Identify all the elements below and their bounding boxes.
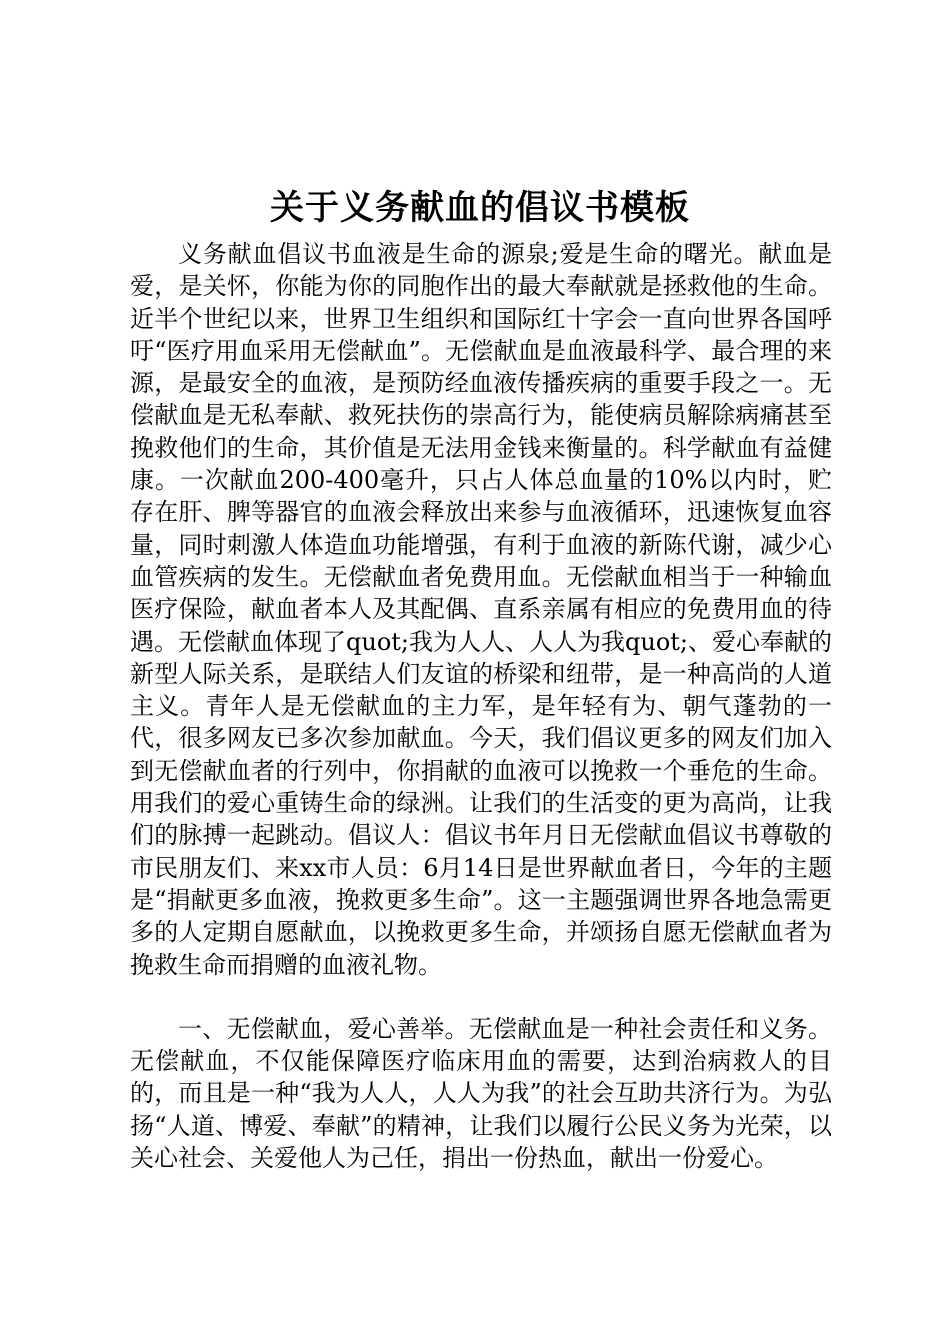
paragraph-2: 一、无偿献血，爱心善举。无偿献血是一种社会责任和义务。无偿献血，不仅能保障医疗临床用血的需要，达到治病救人的目的，而且是一种“我为人人，人人为我”的社会互助共济行为。为弘扬“人道、博爱、奉献”的精神，让我们以履行公民义务为光荣，以关心社会、关爱他人为己任，捐出一份热血，献出一份爱心。 bbox=[130, 1014, 832, 1173]
document-body bbox=[130, 238, 832, 1174]
paragraph-1: 义务献血倡议书血液是生命的源泉;爱是生命的曙光。献血是爱，是关怀，你能为你的同胞作出的最大奉献就是拯救他的生命。近半个世纪以来，世界卫生组织和国际红十字会一直向世界各国呼吁“医疗用血采用无偿献血”。无偿献血是血液最科学、最合理的来源，是最安全的血液，是预防经血液传播疾病的重要手段之一。无偿献血是无私奉献、救死扶伤的崇高行为，能使病员解除病痛甚至挽救他们的生命，其价值是无法用金钱来衡量的。科学献血有益健康。一次献血200-400毫升，只占人体总血量的10%以内时，贮存在肝、脾等器官的血液会释放出来参与血液循环，迅速恢复血容量，同时刺激人体造血功能增强，有利于血液的新陈代谢，减少心血管疾病的发生。无偿献血者免费用血。无偿献血相当于一种输血医疗保险，献血者本人及其配偶、直系亲属有相应的免费用血的待遇。无偿献血体现了quot;我为人人、人人为我quot;、爱心奉献的新型人际关系，是联结人们友谊的桥梁和纽带，是一种高尚的人道主义。青年人是无偿献血的主力军，是年轻有为、朝气蓬勃的一代，很多网友已多次参加献血。今天，我们倡议更多的网友们加入到无偿献血者的行列中，你捐献的血液可以挽救一个垂危的生命。用我们的爱心重铸生命的绿洲。让我们的生活变的更为高尚，让我们的脉搏一起跳动。倡议人：倡议书年月日无偿献血倡议书尊敬的市民朋友们、来xx市人员：6月14日是世界献血者日，今年的主题是“捐献更多血液，挽救更多生命”。这一主题强调世界各地急需更多的人定期自愿献血，以挽救更多生命，并颂扬自愿无偿献血者为挽救生命而捐赠的血液礼物。 bbox=[130, 240, 832, 979]
document-title: 关于义务献血的倡议书模板 bbox=[270, 188, 690, 228]
